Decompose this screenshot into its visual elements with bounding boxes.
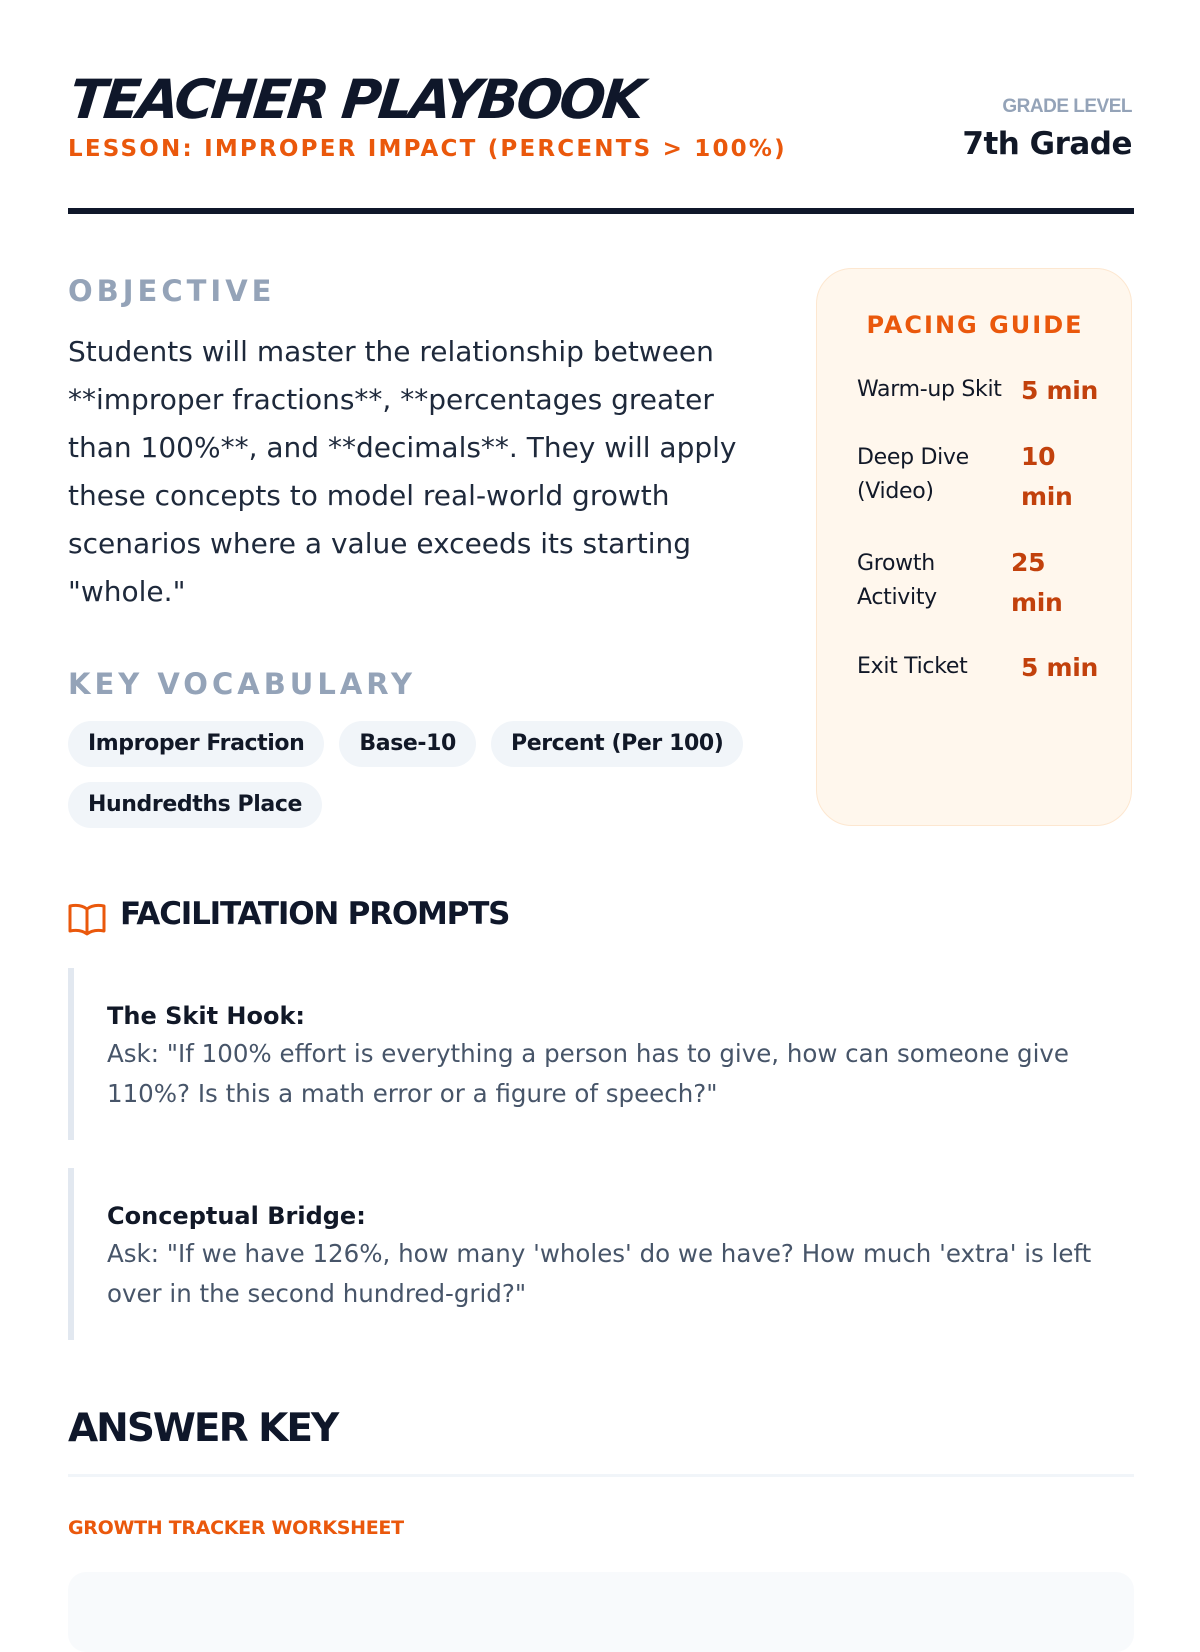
prompt-heading: Conceptual Bridge:	[107, 1202, 366, 1230]
vocab-chip: Percent (Per 100)	[491, 721, 743, 767]
page-title: TEACHER PLAYBOOK	[66, 68, 645, 131]
answer-key-divider	[68, 1474, 1134, 1477]
pacing-item-time: 5 min	[1021, 653, 1099, 682]
objective-text: Students will master the relationship between **improper fractions**, **percentages greater than 100%**, and **decimals**. They will apply these concepts to model real-world growth scenarios where a value exceeds its starting "whole."	[68, 335, 737, 608]
facilitation-heading: FACILITATION PROMPTS	[120, 896, 510, 932]
pacing-item-label: Growth Activity	[857, 551, 937, 610]
worksheet-panel	[68, 1572, 1134, 1652]
prompt-body: Ask: "If we have 126%, how many 'wholes' do we have? How much 'extra' is left over in the second hundred-grid?"	[107, 1239, 1092, 1308]
pacing-item-label: Deep Dive (Video)	[857, 445, 969, 504]
vocabulary-list	[68, 721, 788, 828]
vocab-chip: Improper Fraction	[68, 721, 324, 767]
pacing-item-time: 5 min	[1021, 376, 1099, 405]
answer-key-heading: ANSWER KEY	[68, 1406, 338, 1451]
facilitation-prompt	[68, 968, 1134, 1140]
vocabulary-heading: KEY VOCABULARY	[68, 667, 417, 701]
prompt-body: Ask: "If 100% effort is everything a person has to give, how can someone give 110%? Is this a math error or a figure of speech?"	[107, 1039, 1069, 1108]
lesson-subtitle: LESSON: IMPROPER IMPACT (PERCENTS > 100%)	[68, 136, 787, 162]
header-divider	[68, 208, 1134, 214]
objective-heading: OBJECTIVE	[68, 274, 276, 308]
pacing-item-label: Exit Ticket	[857, 654, 968, 679]
grade-level-label: GRADE LEVEL	[1002, 96, 1132, 117]
worksheet-label: GROWTH TRACKER WORKSHEET	[68, 1517, 404, 1539]
facilitation-prompt	[68, 1168, 1134, 1340]
vocab-chip: Base-10	[339, 721, 476, 767]
pacing-item-label: Warm-up Skit	[857, 377, 1002, 402]
pacing-item-time: 10 min	[1021, 442, 1073, 511]
open-book-icon	[68, 902, 106, 936]
grade-level-value: 7th Grade	[962, 126, 1132, 162]
pacing-item-time: 25 min	[1011, 548, 1063, 617]
pacing-guide-title: PACING GUIDE	[866, 311, 1084, 339]
vocab-chip: Hundredths Place	[68, 782, 322, 828]
pacing-guide-card	[816, 268, 1132, 826]
prompt-heading: The Skit Hook:	[107, 1002, 306, 1030]
